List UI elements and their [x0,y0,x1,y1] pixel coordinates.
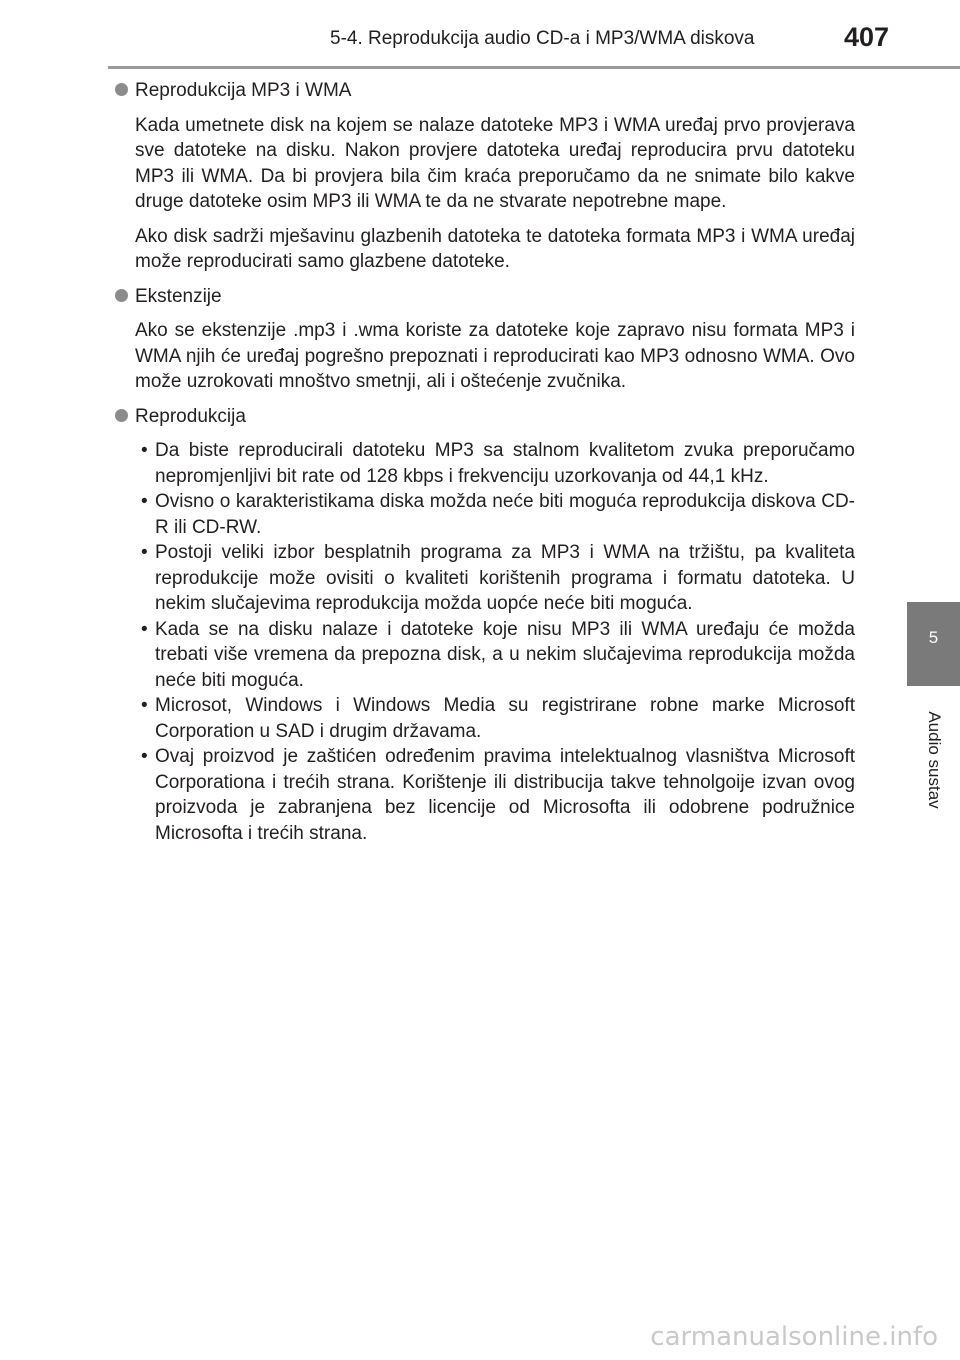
chapter-number: 5 [928,628,939,647]
section-heading [115,284,855,310]
paragraph: Ako disk sadrži mješavinu glazbenih datoteka te datoteka formata MP3 i WMA uređaj može reproducirati samo glazbene datoteke. [135,225,855,272]
section-header-title: 5-4. Reprodukcija audio CD-a i MP3/WMA diskova [330,28,755,49]
list-item-text: Kada se na disku nalaze i datoteke koje nisu MP3 ili WMA uređaju će možda trebati više vremena da prepozna disk, a u nekim slučajevima reprodukcija možda neće biti moguća. [155,618,855,691]
list-item [141,438,855,489]
section-heading-text: Ekstenzije [135,285,222,307]
list-item-text: Postoji veliki izbor besplatnih programa za MP3 i WMA na tržištu, pa kvaliteta reprodukcije može ovisiti o kvaliteti korištenih programa i formatu datoteka. U nekim slučajevima reprodukcija možda uopće neće biti moguća. [155,542,855,614]
list-bullet-icon: • [141,440,148,461]
header-divider [108,66,960,69]
bullet-dot-icon [115,409,128,422]
list-item-text: Microsot, Windows i Windows Media su registrirane robne marke Microsoft Corporation u SAD i drugim državama. [155,695,855,742]
list-item-text: Da biste reproducirali datoteku MP3 sa stalnom kvalitetom zvuka preporučamo nepromjenljivi bit rate od 128 kbps i frekvenciju uzorkovanja od 44,1 kHz. [155,440,855,487]
chapter-tab [907,602,960,686]
list-bullet-icon: • [141,746,148,767]
page-content [115,78,855,846]
watermark: carmanualsonline.info [650,1322,938,1352]
section-heading [115,78,855,104]
chapter-label: Audio sustav [925,711,944,809]
list-item [141,617,855,694]
bullet-dot-icon [115,289,128,302]
list-bullet-icon: • [141,542,148,563]
list-item [141,744,855,846]
list-bullet-icon: • [141,491,148,512]
list-item [141,540,855,617]
paragraph: Ako se ekstenzije .mp3 i .wma koriste za datoteke koje zapravo nisu formata MP3 i WMA njih će uređaj pogrešno prepoznati i reproducirati kao MP3 odnosno WMA. Ovo može uzrokovati mnoštvo smetnji, ali i oštećenje zvučnika. [135,320,855,392]
paragraph: Kada umetnete disk na kojem se nalaze datoteke MP3 i WMA uređaj prvo provjerava sve datoteke na disku. Nakon provjere datoteka uređaj reproducira prvu datoteku MP3 ili WMA. Da bi provjera bila čim kraća preporučamo da ne snimate bilo kakve druge datoteke osim MP3 ili WMA te da ne stvarate nepotrebne mape. [135,114,855,212]
bullet-dot-icon [115,83,128,96]
section-heading-text: Reprodukcija [135,405,246,427]
list-item-text: Ovisno o karakteristikama diska možda neće biti moguća reprodukcija diskova CD-R ili CD-RW. [155,491,855,538]
bullet-list [141,438,855,846]
section-heading-text: Reprodukcija MP3 i WMA [135,80,352,101]
list-item [141,693,855,744]
page-number: 407 [844,22,890,52]
section-heading [115,404,855,430]
list-item [141,489,855,540]
list-bullet-icon: • [141,695,148,716]
list-bullet-icon: • [141,618,148,640]
list-item-text: Ovaj proizvod je zaštićen određenim pravima intelektualnog vlasništva Microsoft Corporationa i trećih strana. Korištenje ili distribucija takve tehnolgoije izvan ovog proizvoda je zabranjena bez licencije od Microsofta ili odobrene podružnice Microsofta i trećih strana. [155,746,855,844]
